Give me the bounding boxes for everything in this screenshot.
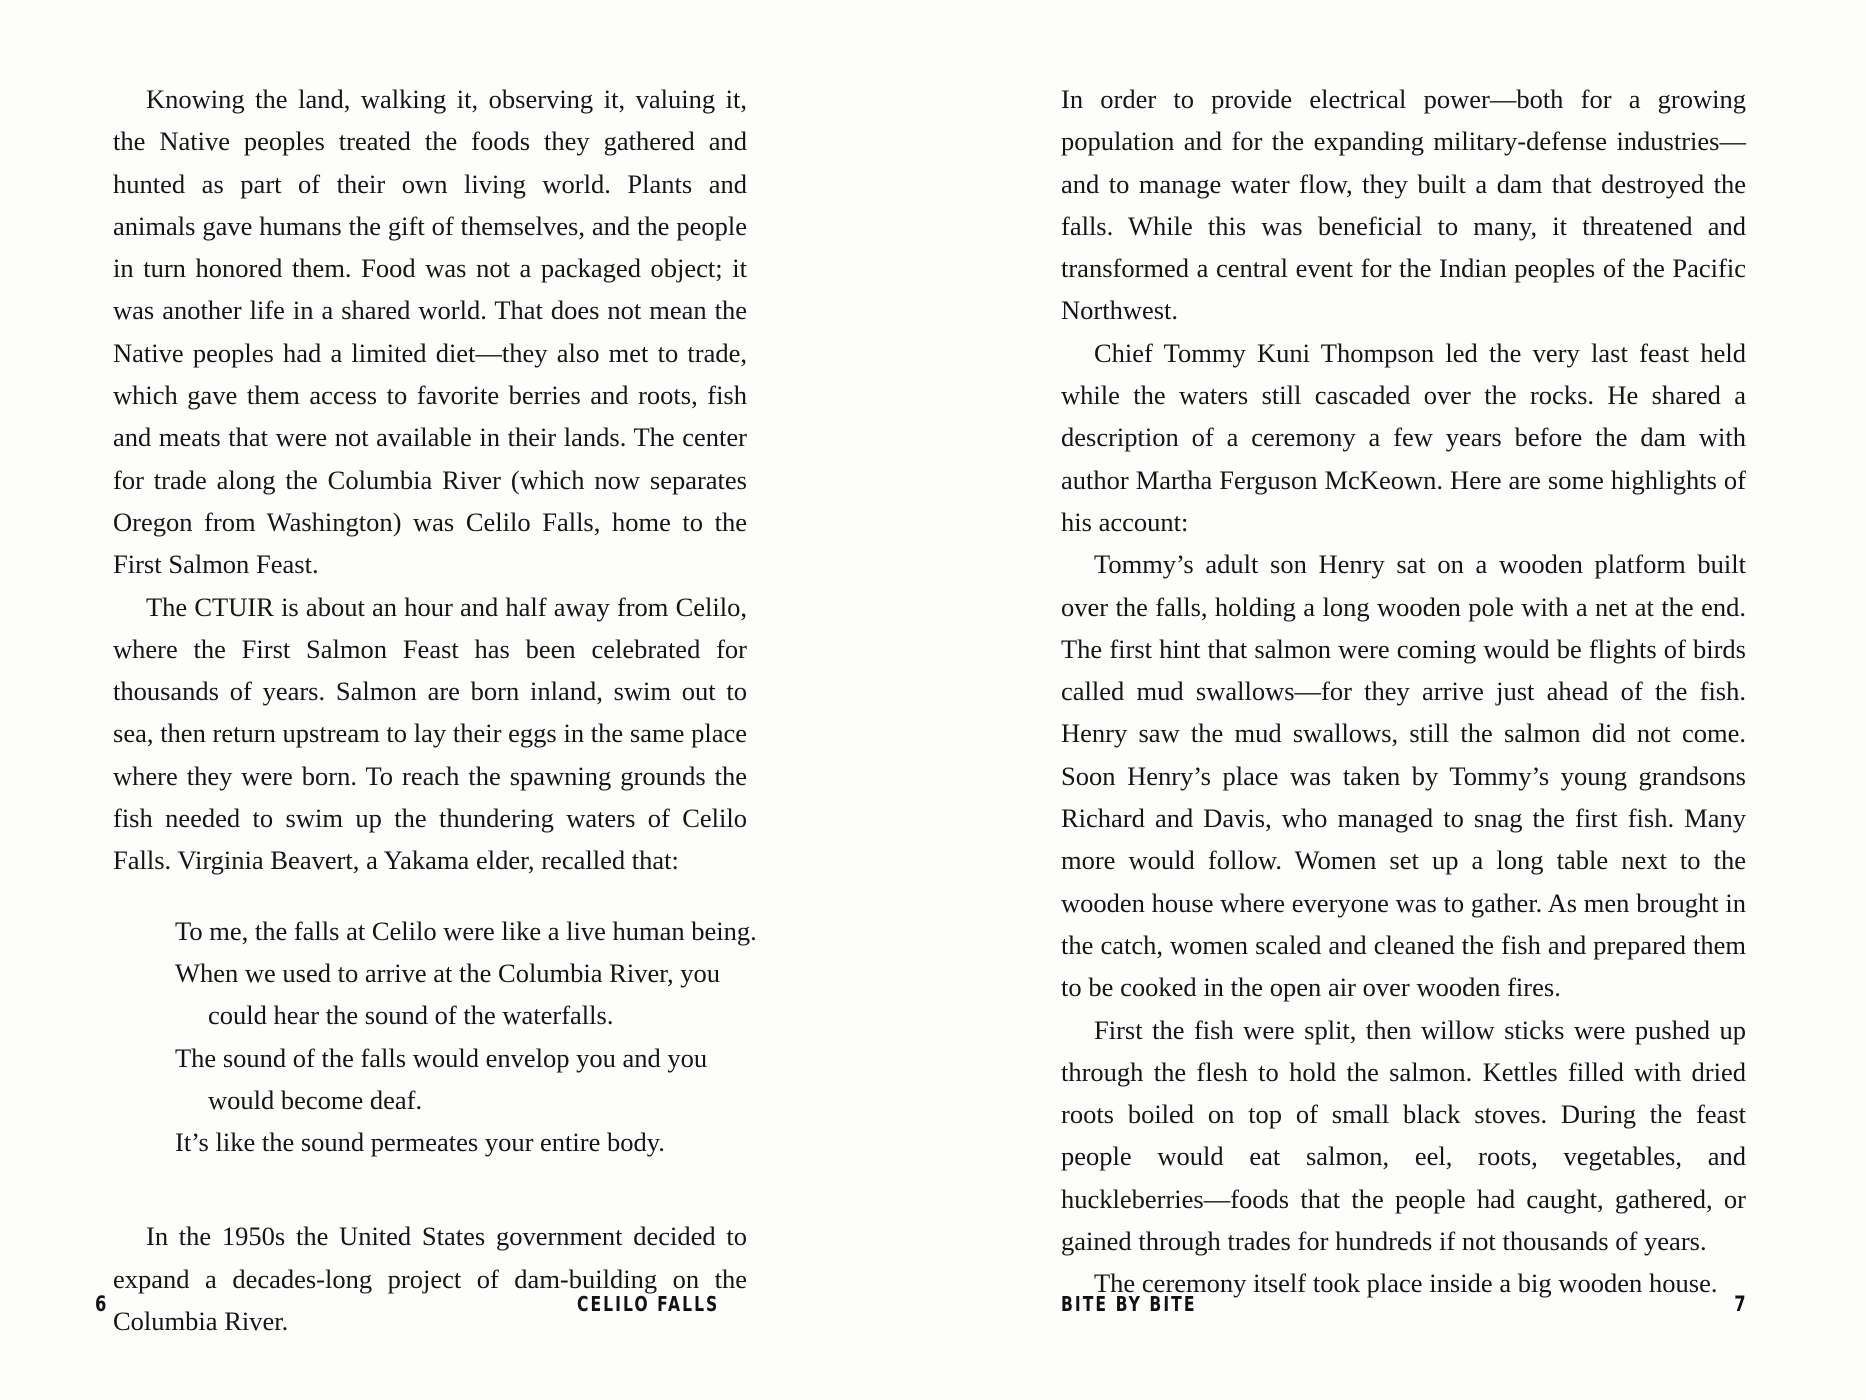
right-page-footer (933, 1292, 1866, 1332)
running-feet (0, 1292, 1866, 1332)
block-quote (113, 910, 757, 1164)
running-head-right: BITE BY BITE (1061, 1292, 1197, 1316)
left-page (0, 78, 933, 1337)
left-page-footer (0, 1292, 933, 1332)
right-text-column (1061, 78, 1746, 1305)
quote-line: It’s like the sound permeates your entire body. (175, 1127, 665, 1158)
paragraph: First the fish were split, then willow sticks were pushed up through the flesh to hold the salmon. Kettles filled with dried roots boiled on top of small black stoves. During the feast people would eat salmon, eel, roots, vegetables, and huckleberries—foods that the people had caught, gathered, or gained through trades for hundreds if not thousands of years. (1061, 1014, 1746, 1257)
page-number-left: 6 (95, 1292, 107, 1316)
page-number-right: 7 (1734, 1292, 1746, 1316)
quote-line: To me, the falls at Celilo were like a live human being. (175, 915, 757, 946)
paragraph: The CTUIR is about an hour and half away from Celilo, where the First Salmon Feast has been celebrated for thousands of years. Salmon are born inland, swim out to sea, then return upstream to lay their eggs in the same place where they were born. To reach the spawning grounds the fish needed to swim up the thundering waters of Celilo Falls. Virginia Beavert, a Yakama elder, recalled that: (113, 591, 747, 876)
paragraph: The ceremony itself took place inside a big wooden house. (1094, 1268, 1718, 1299)
quote-line: The sound of the falls would envelop you and you (175, 1042, 708, 1073)
quote-line: would become deaf. (208, 1084, 423, 1115)
quote-spacer (113, 1163, 747, 1215)
running-head-left: CELILO FALLS (577, 1292, 720, 1316)
right-page (933, 78, 1866, 1299)
paragraph: In order to provide electrical power—both for a growing population and for the expanding military-defense industries—and to manage water flow, they built a dam that destroyed the falls. While this was beneficial to many, it threatened and transformed a central event for the Indian peoples of the Pacific Northwest. (1061, 84, 1746, 326)
paragraph: Chief Tommy Kuni Thompson led the very last feast held while the waters still cascaded over the rocks. He shared a description of a ceremony a few years before the dam with author Martha Ferguson McKeown. Here are some highlights of his account: (1061, 337, 1746, 537)
paragraph: In the 1950s the United States government decided to expand a decades-long project of dam-building on the Columbia River. (113, 1221, 747, 1337)
left-text-column (113, 78, 757, 1342)
page-number-right-wrap (1731, 1292, 1746, 1316)
quote-line: When we used to arrive at the Columbia River, you (175, 957, 720, 988)
paragraph: Tommy’s adult son Henry sat on a wooden platform built over the falls, holding a long wooden pole with a net at the end. The first hint that salmon were coming would be flights of birds called mud swallows—for they arrive just ahead of the fish. Henry saw the mud swallows, still the salmon did not come. Soon Henry’s place was taken by Tommy’s young grandsons Richard and Davis, who managed to snag the first fish. Many more would follow. Women set up a long table next to the wooden house where everyone was to gather. As men brought in the catch, women scaled and cleaned the fish and prepared them to be cooked in the open air over wooden fires. (1061, 549, 1746, 1003)
paragraph: Knowing the land, walking it, observing it, valuing it, the Native peoples treated the foods they gathered and hunted as part of their own living world. Plants and animals gave humans the gift of themselves, and the people in turn honored them. Food was not a packaged object; it was another life in a shared world. That does not mean the Native peoples had a limited diet—they also met to trade, which gave them access to favorite berries and roots, fish and meats that were not available in their lands. The center for trade along the Columbia River (which now separates Oregon from Washington) was Celilo Falls, home to the First Salmon Feast. (113, 84, 747, 580)
quote-line: could hear the sound of the waterfalls. (208, 1000, 614, 1031)
